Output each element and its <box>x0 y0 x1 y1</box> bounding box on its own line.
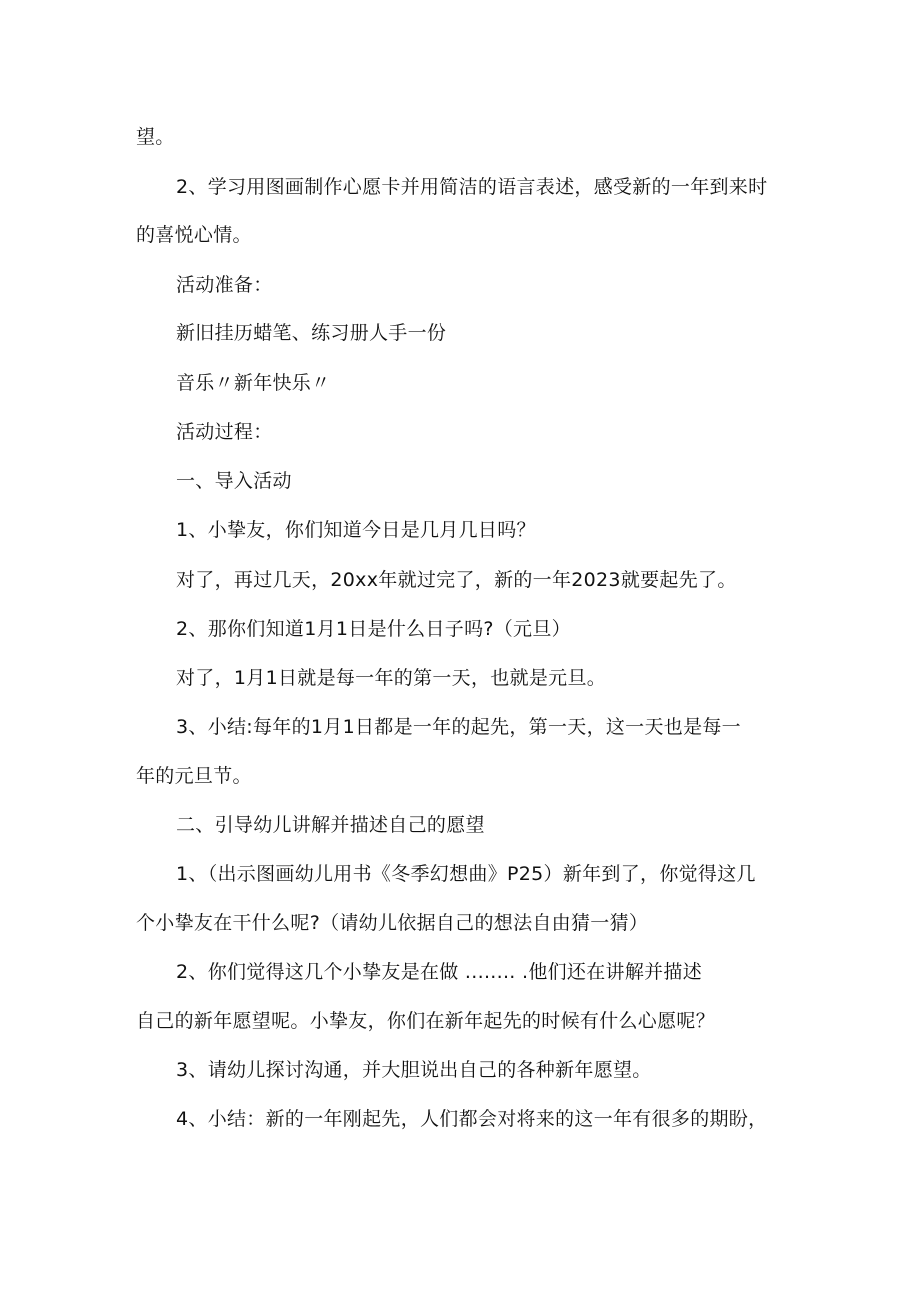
section-heading: 二、引导幼儿讲解并描述自己的愿望 <box>176 814 485 836</box>
text-line: 自己的新年愿望呢。小挚友，你们在新年起先的时候有什么心愿呢？ <box>136 1010 716 1032</box>
text-line: 3、请幼儿探讨沟通，并大胆说出自己的各种新年愿望。 <box>176 1059 652 1081</box>
text-line: 新旧挂历蜡笔、练习册人手一份 <box>176 322 447 344</box>
text-line: 2、你们觉得这几个小挚友是在做 ........ .他们还在讲解并描述 <box>176 961 703 983</box>
text-line: 1、（出示图画幼儿用书《冬季幻想曲》P25）新年到了，你觉得这几 <box>176 863 756 885</box>
text-line: 2、学习用图画制作心愿卡并用简洁的语言表述，感受新的一年到来时 <box>176 176 768 198</box>
text-line: 个小挚友在干什么呢?（请幼儿依据自己的想法自由猜一猜） <box>136 912 649 934</box>
text-line: 4、小结：新的一年刚起先，人们都会对将来的这一年有很多的期盼， <box>176 1108 768 1130</box>
text-line: 音乐〃新年快乐〃 <box>176 372 331 394</box>
section-label: 活动过程： <box>176 421 273 443</box>
text-line: 对了，再过几天，20xx年就过完了，新的一年2023就要起先了。 <box>176 569 737 591</box>
text-line: 的喜悦心情。 <box>136 224 252 246</box>
text-line: 年的元旦节。 <box>136 765 252 787</box>
text-line: 望。 <box>136 126 175 148</box>
section-heading: 一、导入活动 <box>176 470 292 492</box>
text-line: 3、小结:每年的1月1日都是一年的起先，第一天，这一天也是每一 <box>176 716 741 738</box>
text-line: 1、小挚友，你们知道今日是几月几日吗？ <box>176 519 536 541</box>
section-label: 活动准备： <box>176 274 273 296</box>
text-line: 对了，1月1日就是每一年的第一天，也就是元旦。 <box>176 667 607 689</box>
text-line: 2、那你们知道1月1日是什么日子吗?（元旦） <box>176 618 571 640</box>
